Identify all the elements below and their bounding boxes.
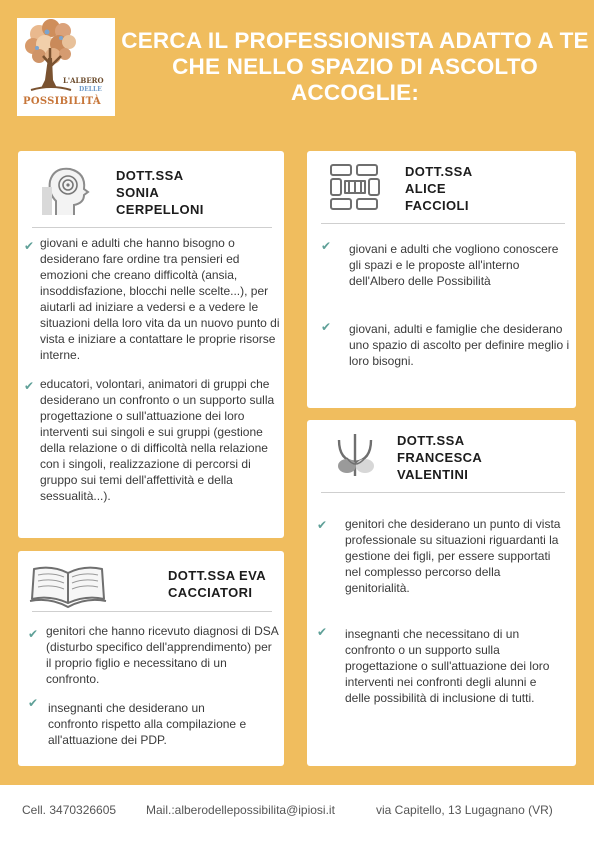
name-sonia: DOTT.SSA SONIA CERPELLONI bbox=[116, 168, 204, 217]
list-item: insegnanti che desiderano un confronto rispetto alla compilazione e all'attuazione dei PDP. bbox=[48, 701, 247, 747]
divider bbox=[32, 227, 272, 228]
list-item: genitori che hanno ricevuto diagnosi di DSA (disturbo specifico dell'apprendimento) per il proprio figlio e necessitano di un confronto. bbox=[46, 624, 279, 686]
divider bbox=[321, 492, 565, 493]
list-item: giovani e adulti che hanno bisogno o desiderano fare ordine tra pensieri ed emozioni che creano difficoltà (ansia, insoddisfazione, blocchi nelle scelte...), per aiutarli ad iniziare a vedersi e a vedere le situazioni della loro vita da un nuovo punto di vista e iniziare a contattare le proprie risorse interne. bbox=[40, 236, 280, 362]
check-icon: ✔ bbox=[317, 625, 328, 639]
footer bbox=[0, 785, 594, 841]
check-icon: ✔ bbox=[28, 627, 39, 641]
list-item: genitori che desiderano un punto di vista professionale su situazioni riguardanti la gestione dei figli, per essere supportati nel complesso percorso della genitorialità. bbox=[345, 517, 561, 595]
list-item: giovani e adulti che vogliono conoscere gli spazi e le proposte all'interno dell'Albero delle Possibilità bbox=[349, 242, 559, 288]
list-item: insegnanti che necessitano di un confronto o un supporto sulla progettazione o sull'attuazione dei loro interventi nei confronti degli alunni e delle possibilità di inclusione di tutti. bbox=[345, 627, 550, 705]
check-icon: ✔ bbox=[317, 518, 328, 532]
logo bbox=[17, 18, 115, 116]
footer-address: via Capitello, 13 Lugagnano (VR) bbox=[376, 803, 553, 817]
check-icon: ✔ bbox=[28, 696, 39, 710]
check-icon: ✔ bbox=[24, 379, 35, 393]
logo-line-1: L'ALBERO bbox=[63, 76, 104, 85]
check-icon: ✔ bbox=[321, 239, 332, 253]
divider bbox=[32, 611, 272, 612]
list-item: giovani, adulti e famiglie che desiderano uno spazio di ascolto per definire meglio i loro bisogni. bbox=[349, 322, 570, 368]
card-francesca-valentini bbox=[307, 420, 576, 766]
open-book-icon bbox=[26, 559, 110, 609]
name-alice: DOTT.SSA ALICE FACCIOLI bbox=[405, 164, 473, 213]
card-sonia-cerpelloni bbox=[18, 151, 284, 538]
list-item: educatori, volontari, animatori di gruppi che desiderano un confronto o un supporto sulla progettazione o sull'attuazione dei loro interventi sui singoli e sui gruppi (gestione della relazione o di difficoltà nella relazione con i singoli, realizzazione di percorsi di gruppo sui temi dell'affettività e della sessualità...). bbox=[40, 377, 275, 503]
head-psychology-icon bbox=[40, 165, 94, 217]
card-eva-cacciatori bbox=[18, 551, 284, 766]
logo-line-2: DELLE bbox=[79, 86, 102, 93]
footer-phone: Cell. 3470326605 bbox=[22, 803, 117, 817]
divider bbox=[321, 223, 565, 224]
check-icon: ✔ bbox=[24, 239, 35, 253]
check-icon: ✔ bbox=[321, 320, 332, 334]
name-francesca: DOTT.SSA FRANCESCA VALENTINI bbox=[397, 433, 483, 482]
psi-symbol-icon bbox=[327, 430, 383, 480]
card-alice-faccioli bbox=[307, 151, 576, 408]
page-title: CERCA IL PROFESSIONISTA ADATTO A TE CHE NELLO SPAZIO DI ASCOLTO ACCOGLIE: bbox=[121, 28, 589, 105]
footer-email: Mail.:alberodellepossibilita@ipiosi.it bbox=[146, 803, 335, 817]
name-eva: DOTT.SSA EVA CACCIATORI bbox=[168, 568, 266, 600]
logo-line-3: POSSIBILITÀ bbox=[23, 96, 101, 107]
hands-together-icon bbox=[327, 159, 383, 215]
